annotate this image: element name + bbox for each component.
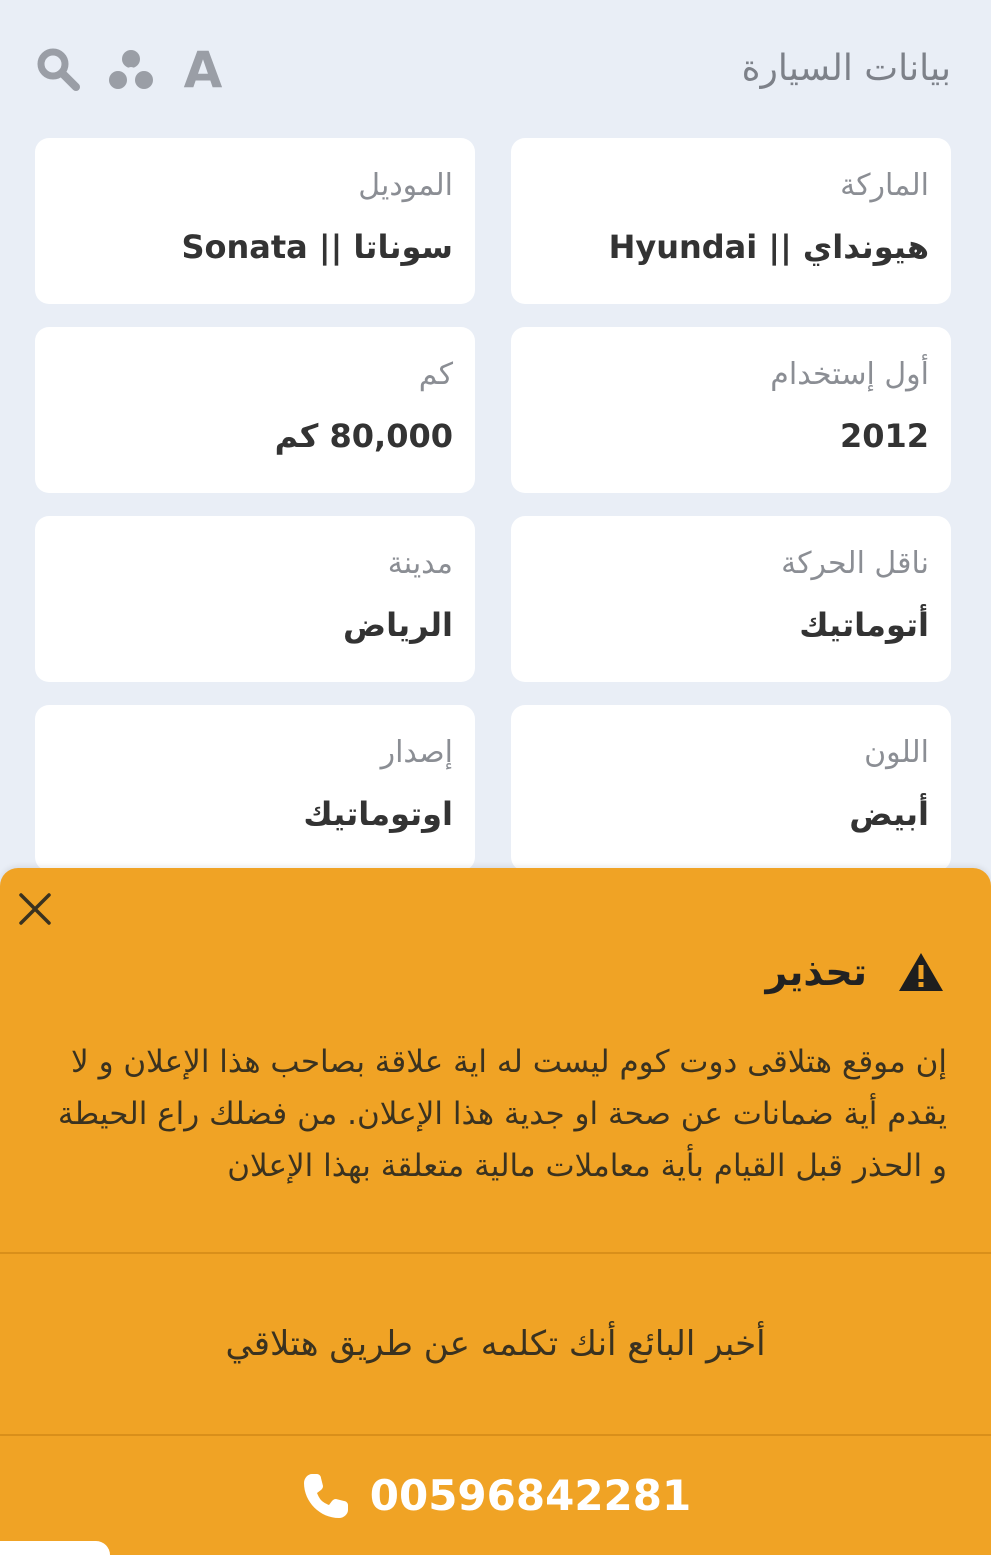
card-value: أتوماتيك bbox=[799, 606, 929, 644]
card-first-use bbox=[511, 327, 951, 493]
card-value: 80,000 كم bbox=[274, 417, 453, 455]
warning-header bbox=[765, 950, 945, 994]
card-label: الموديل bbox=[358, 168, 453, 203]
card-label: ناقل الحركة bbox=[781, 546, 929, 581]
card-label: إصدار bbox=[380, 735, 453, 770]
search-icon[interactable] bbox=[34, 40, 84, 100]
card-value: سوناتا || Sonata bbox=[181, 228, 453, 266]
card-value: أبيض bbox=[849, 795, 929, 833]
phone-icon bbox=[300, 1470, 352, 1522]
font-size-icon[interactable]: A bbox=[183, 41, 223, 99]
section-header bbox=[0, 40, 991, 112]
card-value: 2012 bbox=[839, 417, 929, 455]
card-label: مدينة bbox=[387, 546, 453, 581]
card-value: هيونداي || Hyundai bbox=[608, 228, 929, 266]
card-value: الرياض bbox=[343, 606, 453, 644]
card-value: اوتوماتيك bbox=[303, 795, 453, 833]
card-transmission bbox=[511, 516, 951, 682]
warning-title: تحذير bbox=[765, 950, 867, 994]
card-brand bbox=[511, 138, 951, 304]
card-city bbox=[35, 516, 475, 682]
card-label: كم bbox=[418, 357, 453, 392]
header-toolbar bbox=[34, 40, 228, 100]
close-button[interactable] bbox=[14, 888, 56, 930]
close-icon bbox=[17, 891, 53, 927]
bottom-edge-element bbox=[0, 1541, 110, 1555]
card-label: اللون bbox=[864, 735, 929, 770]
card-label: أول إستخدام bbox=[770, 357, 929, 392]
card-model bbox=[35, 138, 475, 304]
section-title: بيانات السيارة bbox=[741, 48, 951, 89]
card-trim bbox=[35, 705, 475, 871]
card-label: الماركة bbox=[840, 168, 929, 203]
warning-triangle-icon bbox=[897, 951, 945, 993]
share-icon[interactable] bbox=[106, 40, 156, 100]
warning-message: إن موقع هتلاقى دوت كوم ليست له اية علاقة بصاحب هذا الإعلان و لا يقدم أية ضمانات عن صحة او جدية هذا الإعلان. من فضلك راع الحيطة و الحذر قبل القيام بأية معاملات مالية متعلقة بهذا الإعلان bbox=[57, 1044, 947, 1184]
phone-number: 00596842281 bbox=[369, 1471, 692, 1520]
call-button[interactable] bbox=[0, 1436, 991, 1555]
card-color bbox=[511, 705, 951, 871]
warning-sheet bbox=[0, 868, 991, 1555]
tell-seller-text: أخبر البائع أنك تكلمه عن طريق هتلاقي bbox=[225, 1324, 766, 1364]
card-mileage bbox=[35, 327, 475, 493]
